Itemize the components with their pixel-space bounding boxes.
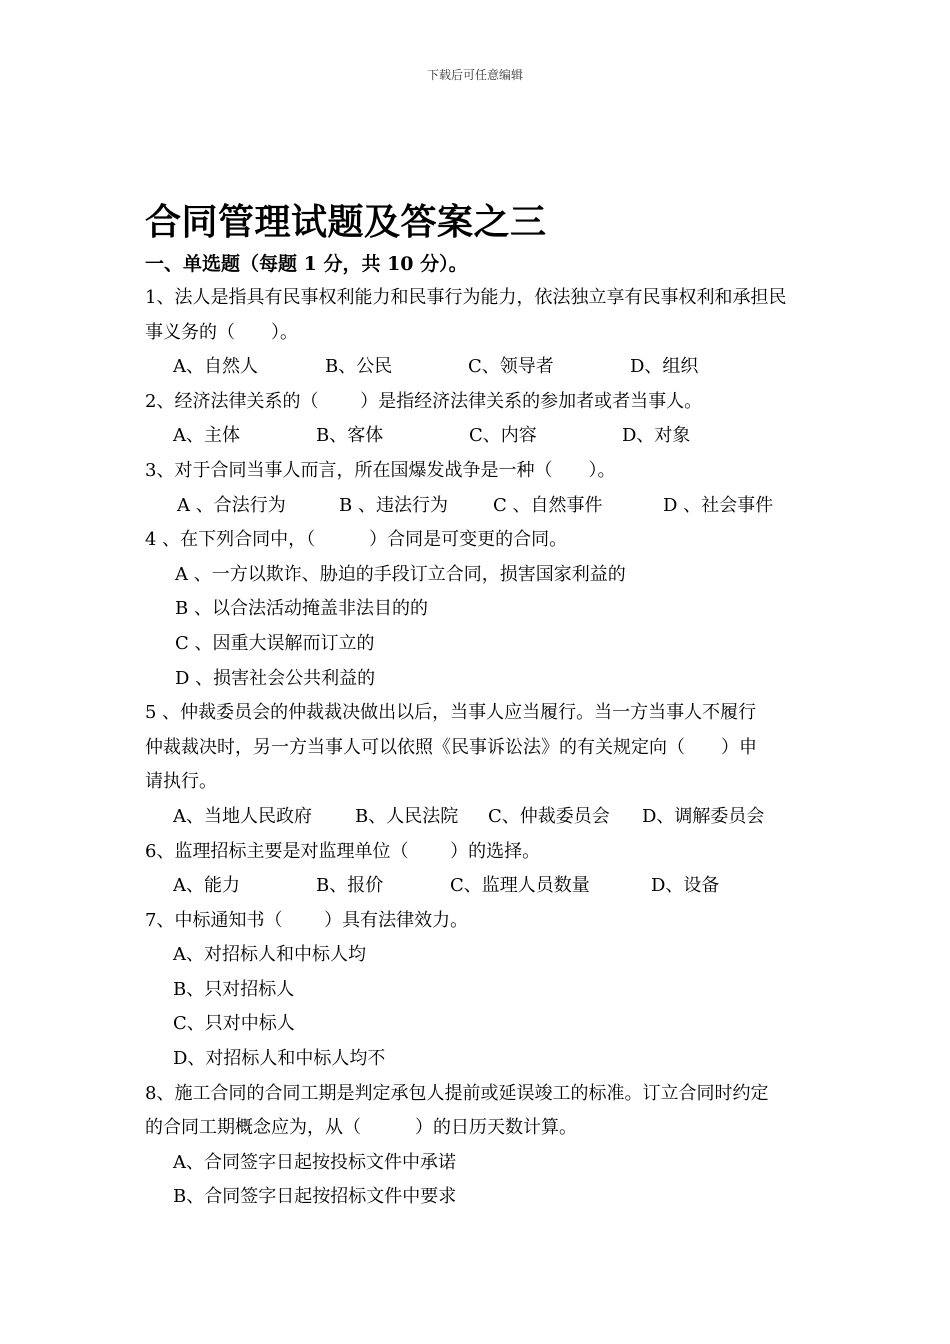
option-c: C、领导者	[468, 356, 554, 378]
question-6-options	[145, 869, 815, 904]
option-b: B、公民	[325, 356, 393, 378]
question-5-options	[145, 800, 815, 835]
question-8-line-2: 的合同工期概念应为，从（ ）的日历天数计算。	[145, 1117, 577, 1139]
option-c: C、监理人员数量	[450, 875, 590, 897]
option-a: A、自然人	[173, 356, 258, 378]
question-8-line-1: 8、施工合同的合同工期是判定承包人提前或延误竣工的标准。订立合同时约定	[145, 1082, 769, 1104]
question-7-line-1: 7、中标通知书（ ）具有法律效力。	[145, 909, 469, 931]
option-d: D、设备	[651, 875, 720, 897]
question-5-line-2: 仲裁裁决时，另一方当事人可以依照《民事诉讼法》的有关规定向（ ）申	[145, 736, 757, 758]
question-5-line-3: 请执行。	[145, 771, 217, 793]
section-heading: 一、单选题（每题 1 分，共 10 分）。	[145, 253, 468, 275]
question-8-option-a: A、合同签字日起按投标文件中承诺	[173, 1151, 456, 1173]
option-c: C、内容	[469, 425, 537, 447]
document-body	[145, 198, 815, 1215]
question-7-option-b: B、只对招标人	[173, 978, 295, 1000]
question-5-line-1: 5 、仲裁委员会的仲裁裁决做出以后，当事人应当履行。当一方当事人不履行	[145, 702, 757, 724]
question-4-option-c: C 、因重大误解而订立的	[175, 632, 375, 654]
option-c: C、仲裁委员会	[488, 805, 610, 827]
option-a: A、能力	[173, 875, 240, 897]
option-c: C 、自然事件	[493, 494, 603, 516]
document-title: 合同管理试题及答案之三	[145, 201, 547, 243]
question-4-option-b: B 、以合法活动掩盖非法目的的	[175, 598, 428, 620]
question-8-option-b: B、合同签字日起按招标文件中要求	[173, 1186, 457, 1208]
question-6-line-1: 6、监理招标主要是对监理单位（ ）的选择。	[145, 840, 541, 862]
question-1-options	[145, 350, 815, 385]
question-7-option-a: A、对招标人和中标人均	[173, 944, 366, 966]
option-a: A、当地人民政府	[173, 805, 312, 827]
question-2-line-1: 2、经济法律关系的（ ）是指经济法律关系的参加者或者当事人。	[145, 390, 703, 412]
option-b: B、人民法院	[355, 805, 459, 827]
question-7-option-c: C、只对中标人	[173, 1013, 295, 1035]
option-b: B 、违法行为	[339, 494, 448, 516]
question-4-line-1: 4 、在下列合同中，（ ）合同是可变更的合同。	[145, 529, 568, 551]
question-3-options	[145, 489, 815, 524]
question-3-line-1: 3、对于合同当事人而言，所在国爆发战争是一种（ ）。	[145, 459, 616, 481]
option-a: A 、合法行为	[177, 494, 286, 516]
question-1-line-1: 1、法人是指具有民事权利能力和民事行为能力，依法独立享有民事权利和承担民	[145, 287, 787, 308]
option-d: D 、社会事件	[663, 494, 774, 516]
question-7-option-d: D、对招标人和中标人均不	[173, 1048, 386, 1070]
option-a: A、主体	[173, 425, 240, 447]
page-header-note: 下载后可任意编辑	[426, 68, 523, 82]
option-b: B、报价	[316, 875, 384, 897]
question-1-line-2: 事义务的（ ）。	[145, 321, 298, 343]
question-4-option-a: A 、一方以欺诈、胁迫的手段订立合同，损害国家利益的	[175, 563, 626, 585]
option-d: D、调解委员会	[642, 805, 765, 827]
option-d: D、组织	[630, 356, 699, 378]
option-b: B、客体	[316, 425, 384, 447]
question-4-option-d: D 、损害社会公共利益的	[175, 667, 376, 689]
question-2-options	[145, 419, 815, 454]
option-d: D、对象	[622, 425, 691, 447]
